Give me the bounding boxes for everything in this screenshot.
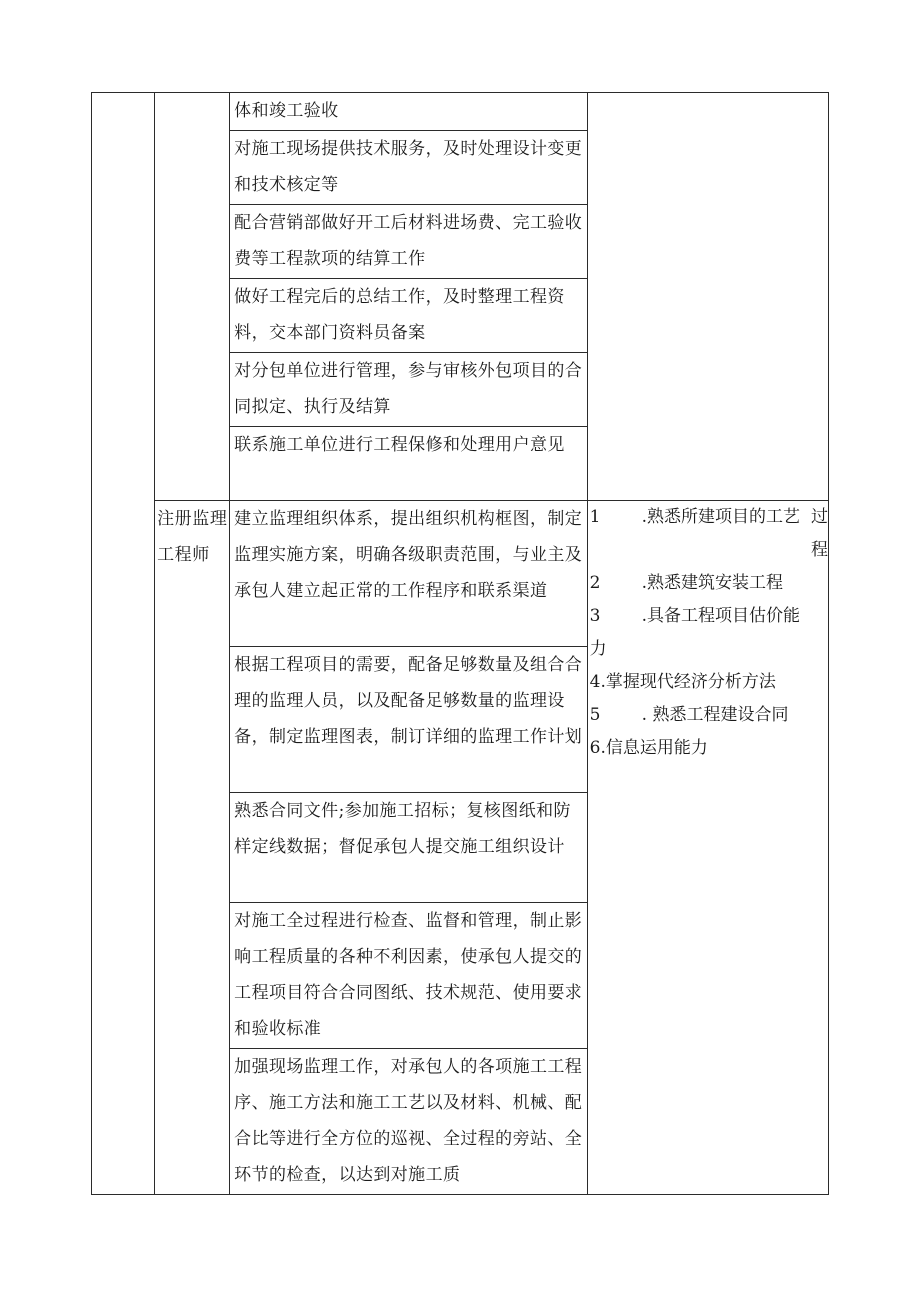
duty-cell <box>230 793 587 903</box>
duty-cell <box>230 501 587 647</box>
duty-cell <box>230 427 587 501</box>
duty-cell <box>230 1049 587 1195</box>
requirement-item <box>590 732 828 765</box>
requirement-number: 3 <box>589 606 601 626</box>
duty-cell <box>230 205 587 279</box>
requirement-number: 5 <box>589 705 601 725</box>
duty-text: 熟悉合同文件;参加施工招标；复核图纸和防样定线数据；督促承包人提交施工组织设计 <box>234 801 571 857</box>
requirements-cell <box>587 501 828 1195</box>
duty-cell <box>230 353 587 427</box>
requirement-number: 2 <box>589 573 601 593</box>
table-row <box>92 93 829 131</box>
requirement-text: .具备工程项目估价能 <box>641 606 801 626</box>
requirement-item <box>590 501 828 567</box>
duty-text: 对施工现场提供技术服务，及时处理设计变更和技术核定等 <box>234 139 583 195</box>
duty-text: 建立监理组织体系，提出组织机构框图，制定监理实施方案，明确各级职责范围，与业主及承包人建立起正常的工作程序和联系渠道 <box>234 509 583 601</box>
table-row <box>92 501 829 647</box>
requirement-text-continued: 力 <box>589 639 607 659</box>
requirement-text: .熟悉所建项目的工艺 <box>641 507 801 527</box>
requirement-text-continued: 过程 <box>811 507 828 560</box>
duty-text: 做好工程完后的总结工作，及时整理工程资料，交本部门资料员备案 <box>234 287 565 343</box>
duty-text: 对分包单位进行管理，参与审核外包项目的合同拟定、执行及结算 <box>234 361 583 417</box>
duty-cell <box>230 903 587 1049</box>
requirements-cell-empty <box>587 93 828 501</box>
duty-text: 体和竣工验收 <box>234 101 339 121</box>
category-cell <box>92 93 155 1195</box>
requirement-number: 1 <box>589 507 601 527</box>
role-cell <box>155 501 230 1195</box>
requirement-item <box>590 666 828 699</box>
requirement-item <box>590 600 828 666</box>
requirement-text: .熟悉建筑安装工程 <box>641 573 784 593</box>
requirement-item <box>590 567 828 600</box>
duty-text: 对施工全过程进行检查、监督和管理，制止影响工程质量的各种不利因素，使承包人提交的工程项目符合合同图纸、技术规范、使用要求和验收标准 <box>234 911 583 1039</box>
job-duty-table <box>91 92 829 1195</box>
duty-cell <box>230 131 587 205</box>
duty-cell <box>230 279 587 353</box>
role-cell-empty <box>155 93 230 501</box>
requirement-text: 6.信息运用能力 <box>589 738 708 758</box>
duty-cell <box>230 647 587 793</box>
duty-text: 加强现场监理工作，对承包人的各项施工工程序、施工方法和施工工艺以及材料、机械、配合比等进行全方位的巡视、全过程的旁站、全环节的检查，以达到对施工质 <box>234 1057 583 1185</box>
duty-cell <box>230 93 587 131</box>
duty-text: 根据工程项目的需要，配备足够数量及组合合理的监理人员，以及配备足够数量的监理设备，制定监理图表，制订详细的监理工作计划 <box>234 655 583 747</box>
duty-text: 配合营销部做好开工后材料进场费、完工验收费等工程款项的结算工作 <box>234 213 583 269</box>
requirement-text: . 熟悉工程建设合同 <box>641 705 789 725</box>
requirements-list <box>588 501 828 765</box>
duty-text: 联系施工单位进行工程保修和处理用户意见 <box>234 435 565 455</box>
requirement-text: 4.掌握现代经济分析方法 <box>589 672 776 692</box>
requirement-item <box>590 699 828 732</box>
role-name: 注册监理工程师 <box>157 509 228 565</box>
